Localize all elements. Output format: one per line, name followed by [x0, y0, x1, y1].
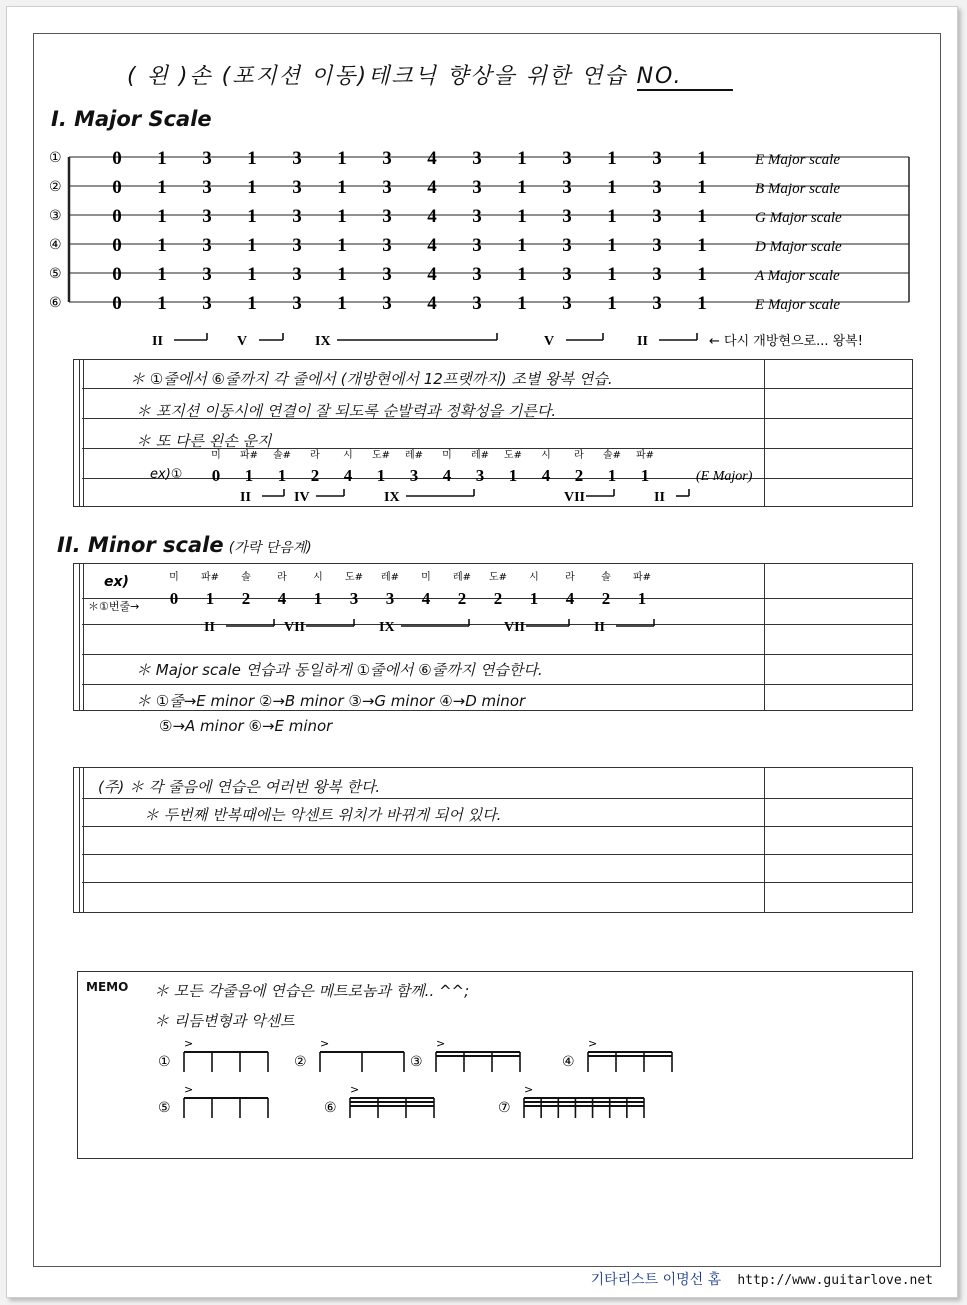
accent-mark: > [184, 1083, 194, 1096]
pattern-number: ⑤ [158, 1100, 171, 1116]
finger-number: 2 [574, 466, 584, 485]
fret-number: 1 [607, 148, 617, 169]
scale-name: B Major scale [755, 181, 840, 197]
note-syllable: 라 [310, 450, 320, 461]
finger-number: 3 [385, 589, 395, 608]
note-syllable: 도# [503, 450, 523, 461]
fret-number: 1 [157, 148, 167, 169]
staff-line [82, 826, 912, 827]
position-marker-label: II [637, 334, 648, 349]
fret-number: 1 [157, 235, 167, 256]
box-rail [79, 768, 84, 912]
fret-number: 0 [112, 206, 122, 227]
section-minor-heading [57, 533, 312, 557]
pattern-number: ③ [410, 1054, 423, 1070]
fret-number: 3 [292, 177, 302, 198]
scale-name: E Major scale [755, 297, 840, 313]
section-minor-subtitle: (가락 단음계) [228, 540, 312, 556]
string-number: ⑤ [49, 266, 62, 282]
fret-number: 0 [112, 235, 122, 256]
fret-number: 1 [607, 293, 617, 314]
position-marker-label: IX [315, 334, 331, 349]
blank-area [85, 1175, 907, 1245]
fret-number: 3 [382, 293, 392, 314]
pattern-number: ⑥ [324, 1100, 337, 1116]
finger-number: 1 [277, 466, 287, 485]
fret-number: 4 [427, 148, 437, 169]
fret-number: 1 [337, 264, 347, 285]
finger-number: 4 [343, 466, 353, 485]
note-syllable: 솔 [241, 572, 251, 583]
section-minor-title: II. Minor scale [57, 533, 224, 557]
fret-number: 1 [697, 235, 707, 256]
fret-number: 1 [157, 206, 167, 227]
finger-number: 2 [457, 589, 467, 608]
note-syllable: 미 [442, 450, 452, 461]
staff-line [82, 684, 912, 685]
finger-number: 1 [637, 589, 647, 608]
accent-mark: > [588, 1037, 598, 1050]
fret-number: 1 [337, 206, 347, 227]
finger-number: 0 [211, 466, 221, 485]
accent-mark: > [436, 1037, 446, 1050]
pattern-number: ④ [562, 1054, 575, 1070]
fret-number: 3 [562, 148, 572, 169]
fret-number: 3 [292, 293, 302, 314]
instruction-line: ＊ ①줄→E minor ②→B minor ③→G minor ④→D minor [136, 692, 526, 710]
note-syllable: 레# [470, 450, 490, 461]
memo-line: ＊ 리듬변형과 악센트 [154, 1012, 295, 1030]
instruction-line: ＊ 포지션 이동시에 연결이 잘 되도록 순발력과 정확성을 기른다. [136, 402, 557, 420]
position-marker-label: V [544, 334, 555, 349]
example-position-label: II [240, 490, 251, 504]
finger-number: 1 [313, 589, 323, 608]
fret-number: 3 [292, 235, 302, 256]
note-syllable: 라 [565, 572, 575, 583]
finger-number: 3 [409, 466, 419, 485]
footer-url: http://www.guitarlove.net [737, 1273, 933, 1288]
finger-number: 1 [376, 466, 386, 485]
finger-number: 2 [493, 589, 503, 608]
fret-number: 3 [562, 264, 572, 285]
pattern-number: ① [158, 1054, 171, 1070]
fret-number: 3 [472, 264, 482, 285]
pattern-number: ② [294, 1054, 307, 1070]
finger-number: 3 [349, 589, 359, 608]
accent-mark: > [184, 1037, 194, 1050]
scale-name: A Major scale [755, 268, 840, 284]
fret-number: 1 [517, 235, 527, 256]
fret-number: 0 [112, 148, 122, 169]
fret-number: 1 [247, 206, 257, 227]
note-syllable: 도# [488, 572, 508, 583]
fret-number: 3 [472, 293, 482, 314]
note-syllable: 시 [529, 572, 539, 583]
example-position-label: II [594, 620, 605, 635]
fret-number: 1 [337, 148, 347, 169]
finger-number: 2 [310, 466, 320, 485]
fret-number: 1 [157, 177, 167, 198]
note-syllable: 파# [239, 450, 259, 461]
fret-number: 3 [202, 264, 212, 285]
fret-number: 1 [607, 235, 617, 256]
fret-number: 1 [247, 148, 257, 169]
position-marker-label: II [152, 334, 163, 349]
fret-number: 1 [247, 235, 257, 256]
example-position-label: IV [294, 490, 310, 504]
string-number: ② [49, 179, 62, 195]
fret-number: 1 [157, 293, 167, 314]
fret-number: 3 [382, 206, 392, 227]
fret-number: 3 [382, 264, 392, 285]
major-scale-tab [47, 143, 927, 353]
fret-number: 3 [202, 148, 212, 169]
instruction-line: ⑤→A minor ⑥→E minor [159, 717, 333, 735]
scale-name: D Major scale [755, 239, 842, 255]
accent-mark: > [350, 1083, 360, 1096]
fret-number: 1 [697, 264, 707, 285]
note-syllable: 파# [200, 572, 220, 583]
note-syllable: 시 [313, 572, 323, 583]
finger-number: 4 [541, 466, 551, 485]
notes-box [73, 767, 913, 913]
fret-number: 4 [427, 177, 437, 198]
example-position-label: II [204, 620, 215, 635]
fret-number: 1 [697, 177, 707, 198]
box-endbar [764, 564, 765, 710]
fret-number: 3 [652, 264, 662, 285]
fret-number: 4 [427, 293, 437, 314]
fret-number: 3 [652, 235, 662, 256]
return-note: ← 다시 개방현으로... 왕복! [709, 334, 863, 349]
note-syllable: 솔 [601, 572, 611, 583]
major-example-tab [144, 446, 904, 504]
box-rail [79, 360, 84, 506]
document-page [6, 6, 958, 1298]
fret-number: 1 [697, 148, 707, 169]
finger-number: 1 [205, 589, 215, 608]
fret-number: 1 [247, 264, 257, 285]
staff-line [82, 882, 912, 883]
note-line: (주) ＊ 각 줄음에 연습은 여러번 왕복 한다. [98, 778, 381, 796]
scale-name: G Major scale [755, 210, 842, 226]
finger-number: 4 [277, 589, 287, 608]
fret-number: 1 [517, 264, 527, 285]
footer-site-name: 기타리스트 이명선 홈 [590, 1272, 722, 1288]
note-syllable: 레# [404, 450, 424, 461]
fret-number: 1 [337, 177, 347, 198]
position-marker-label: V [237, 334, 248, 349]
note-syllable: 미 [211, 450, 221, 461]
note-syllable: 솔# [602, 450, 622, 461]
fret-number: 1 [697, 293, 707, 314]
fret-number: 4 [427, 235, 437, 256]
accent-mark: > [524, 1083, 534, 1096]
fret-number: 1 [247, 293, 257, 314]
fret-number: 3 [472, 148, 482, 169]
example-position-label: VII [284, 620, 306, 635]
minor-scale-box [73, 563, 913, 711]
fret-number: 3 [652, 177, 662, 198]
title-number: NO. [637, 64, 733, 91]
example-string-note: ＊①번줄→ [88, 600, 140, 613]
fret-number: 3 [472, 206, 482, 227]
fret-number: 3 [382, 148, 392, 169]
finger-number: 1 [640, 466, 650, 485]
example-key: (E Major) [696, 469, 753, 484]
note-syllable: 시 [541, 450, 551, 461]
fret-number: 3 [562, 293, 572, 314]
note-syllable: 시 [343, 450, 353, 461]
fret-number: 1 [517, 148, 527, 169]
string-number: ⑥ [49, 295, 62, 311]
fret-number: 3 [652, 206, 662, 227]
box-endbar [764, 768, 765, 912]
finger-number: 2 [601, 589, 611, 608]
fret-number: 3 [652, 293, 662, 314]
finger-number: 1 [607, 466, 617, 485]
fret-number: 3 [292, 264, 302, 285]
staff-line [82, 798, 912, 799]
fret-number: 1 [337, 293, 347, 314]
fret-number: 3 [562, 206, 572, 227]
pattern-number: ⑦ [498, 1100, 511, 1116]
staff-line [82, 654, 912, 655]
fret-number: 0 [112, 264, 122, 285]
fret-number: 3 [202, 206, 212, 227]
fret-number: 1 [337, 235, 347, 256]
example-position-label: IX [379, 620, 395, 635]
minor-example-tab [84, 564, 764, 644]
fret-number: 1 [517, 293, 527, 314]
example-position-label: IX [384, 490, 400, 504]
fret-number: 4 [427, 264, 437, 285]
note-syllable: 도# [344, 572, 364, 583]
finger-number: 1 [529, 589, 539, 608]
fret-number: 1 [607, 264, 617, 285]
note-syllable: 미 [169, 572, 179, 583]
note-syllable: 도# [371, 450, 391, 461]
example-label: ex) [104, 574, 129, 590]
note-syllable: 솔# [272, 450, 292, 461]
fret-number: 3 [202, 235, 212, 256]
finger-number: 1 [508, 466, 518, 485]
fret-number: 1 [157, 264, 167, 285]
staff-line [82, 854, 912, 855]
fret-number: 1 [607, 177, 617, 198]
page-title [127, 59, 733, 91]
fret-number: 1 [607, 206, 617, 227]
fret-number: 1 [697, 206, 707, 227]
fret-number: 1 [517, 177, 527, 198]
instruction-line: ＊ 또 다른 왼손 운지 [136, 432, 272, 450]
fret-number: 3 [382, 177, 392, 198]
fret-number: 1 [247, 177, 257, 198]
memo-box [77, 971, 913, 1159]
note-syllable: 라 [574, 450, 584, 461]
finger-number: 1 [244, 466, 254, 485]
string-number: ④ [49, 237, 62, 253]
fret-number: 3 [202, 177, 212, 198]
example-position-label: VII [504, 620, 526, 635]
example-position-label: VII [564, 490, 586, 504]
fret-number: 3 [562, 177, 572, 198]
example-label: ex)① [150, 467, 183, 482]
instruction-line: ＊ Major scale 연습과 동일하게 ①줄에서 ⑥줄까지 연습한다. [136, 661, 543, 679]
fret-number: 0 [112, 293, 122, 314]
fret-number: 3 [202, 293, 212, 314]
string-number: ① [49, 150, 62, 166]
note-syllable: 레# [380, 572, 400, 583]
instruction-line: ＊ ①줄에서 ⑥줄까지 각 줄에서 (개방현에서 12프랫까지) 조별 왕복 연습. [130, 370, 613, 388]
finger-number: 0 [169, 589, 179, 608]
fret-number: 3 [382, 235, 392, 256]
finger-number: 4 [442, 466, 452, 485]
footer [591, 1269, 933, 1289]
finger-number: 3 [475, 466, 485, 485]
instruction-box-1 [73, 359, 913, 507]
scale-name: E Major scale [755, 152, 840, 168]
memo-line: ＊ 모든 각줄음에 연습은 메트로놈과 함께.. ^^; [154, 982, 470, 1000]
fret-number: 1 [517, 206, 527, 227]
fret-number: 0 [112, 177, 122, 198]
fret-number: 3 [472, 235, 482, 256]
fret-number: 3 [652, 148, 662, 169]
finger-number: 4 [565, 589, 575, 608]
section-major-title: I. Major Scale [51, 107, 212, 131]
rhythm-patterns [158, 1032, 838, 1142]
fret-number: 3 [292, 206, 302, 227]
string-number: ③ [49, 208, 62, 224]
finger-number: 4 [421, 589, 431, 608]
accent-mark: > [320, 1037, 330, 1050]
note-syllable: 파# [635, 450, 655, 461]
memo-label: MEMO [86, 980, 129, 994]
example-position-label: II [654, 490, 665, 504]
note-syllable: 파# [632, 572, 652, 583]
fret-number: 3 [292, 148, 302, 169]
fret-number: 3 [562, 235, 572, 256]
note-syllable: 레# [452, 572, 472, 583]
title-text: ( 왼 )손 (포지션 이동)테크닉 향상을 위한 연습 [127, 64, 628, 89]
note-syllable: 미 [421, 572, 431, 583]
fret-number: 3 [472, 177, 482, 198]
finger-number: 2 [241, 589, 251, 608]
note-line: ＊ 두번째 반복때에는 악센트 위치가 바뀌게 되어 있다. [144, 806, 502, 824]
note-syllable: 라 [277, 572, 287, 583]
fret-number: 4 [427, 206, 437, 227]
